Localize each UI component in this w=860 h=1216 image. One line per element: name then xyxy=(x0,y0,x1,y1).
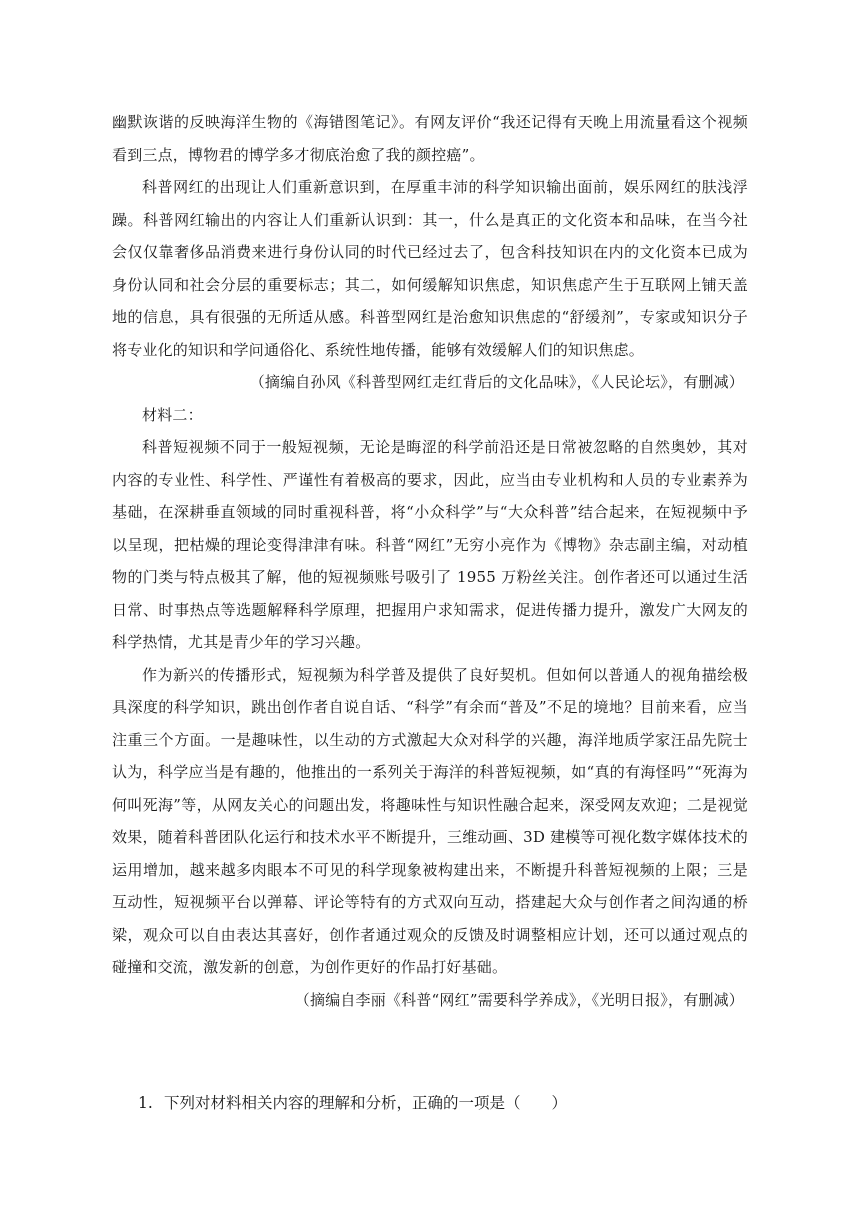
material-two-heading: 材料二： xyxy=(142,405,203,424)
question-number: 1. xyxy=(138,1094,153,1112)
question-1 xyxy=(138,1088,567,1118)
source-citation-1: （摘编自孙风《科普型网红走红背后的文化品味》，《人民论坛》，有删减） xyxy=(249,373,744,391)
paragraph-three-aspects: 作为新兴的传播形式，短视频为科学普及提供了良好契机。但如何以普通人的视角描绘极具深度的科学知识，跳出创作者自说自话、“科学”有余而“普及”不足的境地？目前来看，应当注重三个方面。一是趣味性，以生动的方式激起大众对科学的兴趣，海洋地质学家汪品先院士认为，科学应当是有趣的，他推出的一系列关于海洋的科普短视频，如“真的有海怪吗”“死海为何叫死海”等，从网友关心的问题出发，将趣味性与知识性融合起来，深受网友欢迎；二是视觉效果，随着科普团队化运行和技术水平不断提升，三维动画、3D 建模等可视化数字媒体技术的运用增加，越来越多肉眼本不可见的科学现象被构建出来，不断提升科普短视频的上限；三是互动性，短视频平台以弹幕、评论等特有的方式双向互动，搭建起大众与创作者之间沟通的桥梁，观众可以自由表达其喜好，创作者通过观众的反馈及时调整相应计划，还可以通过观点的碰撞和交流，激发新的创意，为创作更好的作品打好基础。 xyxy=(112,665,748,976)
paragraph-science-influencers: 科普网红的出现让人们重新意识到，在厚重丰沛的科学知识输出面前，娱乐网红的肤浅浮躁。科普网红输出的内容让人们重新认识到：其一，什么是真正的文化资本和品味，在当今社会仅仅靠奢侈品消费来进行身份认同的时代已经过去了，包含科技知识在内的文化资本已成为身份认同和社会分层的重要标志；其二，如何缓解知识焦虑，知识焦虑产生于互联网上铺天盖地的信息，具有很强的无所适从感。科普型网红是治愈知识焦虑的“舒缓剂”，专家或知识分子将专业化的知识和学问通俗化、系统性地传播，能够有效缓解人们的知识焦虑。 xyxy=(112,178,748,359)
article-body xyxy=(112,106,748,1016)
paragraph-continued: 幽默诙谐的反映海洋生物的《海错图笔记》。有网友评价“我还记得有天晚上用流量看这个视频看到三点，博物君的博学多才彻底治愈了我的颜控癌”。 xyxy=(112,113,748,164)
source-citation-2: （摘编自李丽《科普“网红”需要科学养成》，《光明日报》，有删减） xyxy=(294,990,744,1009)
paragraph-short-videos: 科普短视频不同于一般短视频，无论是晦涩的科学前沿还是日常被忽略的自然奥妙，其对内容的专业性、科学性、严谨性有着极高的要求，因此，应当由专业机构和人员的专业素养为基础，在深耕垂直领域的同时重视科普，将“小众科学”与“大众科普”结合起来，在短视频中予以呈现，把枯燥的理论变得津津有味。科普“网红”无穷小亮作为《博物》杂志副主编，对动植物的门类与特点极其了解，他的短视频账号吸引了 1955 万粉丝关注。创作者还可以通过生活日常、时事热点等选题解释科学原理，把握用户求知需求，促进传播力提升，激发广大网友的科学热情，尤其是青少年的学习兴趣。 xyxy=(112,438,748,651)
question-text: 下列对材料相关内容的理解和分析，正确的一项是（ ） xyxy=(164,1094,568,1112)
